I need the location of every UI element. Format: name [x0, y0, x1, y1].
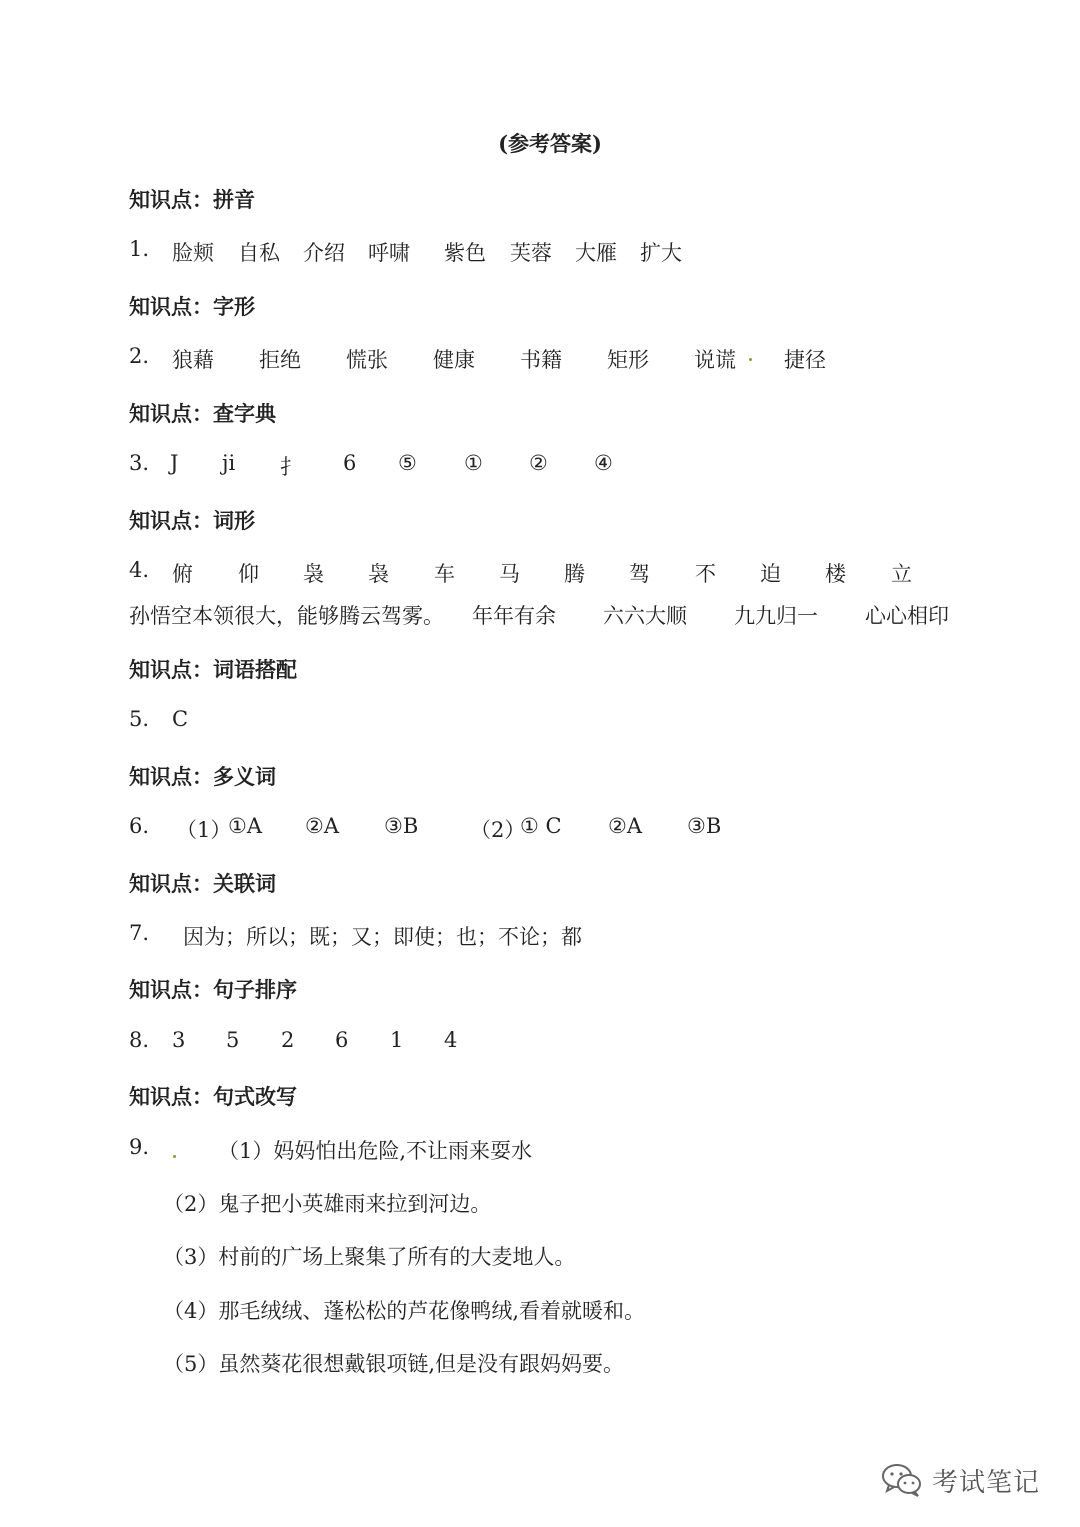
question-number: 1. [129, 237, 150, 261]
answer-item: J [170, 451, 179, 475]
answer-item: ① C [520, 814, 562, 838]
answer-item: 不 [695, 562, 716, 586]
answer-item: ④ [594, 451, 613, 475]
section-heading-sentence-order: 知识点：句子排序 [129, 977, 297, 1002]
watermark [880, 1458, 1040, 1502]
sub-label: （2） [470, 818, 526, 842]
section-heading-glyph: 知识点：字形 [129, 294, 255, 319]
stray-dot [749, 358, 752, 361]
answer-item: 呼啸 [368, 241, 410, 265]
answer-sentence: （2）鬼子把小英雄雨来拉到河边。 [163, 1192, 492, 1216]
answer-item: ⑤ [398, 451, 417, 475]
answer-item: 马 [499, 562, 520, 586]
answer-item: 年年有余 [472, 604, 556, 628]
answer-item: 书籍 [520, 348, 562, 372]
answer-item: 介绍 [303, 241, 345, 265]
question-number: 6. [129, 814, 150, 838]
answer-item: 6 [335, 1028, 349, 1052]
answer-item: 扌 [280, 455, 301, 479]
answer-sentence: （3）村前的广场上聚集了所有的大麦地人。 [163, 1245, 576, 1269]
answer-item: 紫色 [444, 241, 486, 265]
answer-item: 驾 [629, 562, 650, 586]
answer-item: 捷径 [784, 348, 826, 372]
section-heading-rewrite: 知识点：句式改写 [129, 1084, 297, 1109]
question-number: 3. [129, 451, 150, 475]
answer-item: ① [464, 451, 483, 475]
answer-item: 心心相印 [865, 604, 949, 628]
answer-item: 腾 [564, 562, 585, 586]
question-number: 4. [129, 558, 150, 582]
answer-item: 说谎 [694, 348, 736, 372]
answer-item: ②A [608, 814, 642, 838]
answer-item: C [172, 707, 189, 731]
watermark-text: 考试笔记 [932, 1467, 1041, 1498]
answer-item: ②A [305, 814, 339, 838]
question-number: 5. [129, 707, 150, 731]
answer-item: 袅 [303, 562, 324, 586]
answer-item: 因为；所以；既；又；即使；也；不论；都 [183, 925, 582, 949]
answer-sentence: （1）妈妈怕出危险,不让雨来耍水 [218, 1139, 533, 1163]
stray-dot [173, 1155, 176, 1158]
answer-item: 六六大顺 [603, 604, 687, 628]
answer-item: 5 [226, 1028, 240, 1052]
section-heading-word-form: 知识点：词形 [129, 508, 255, 533]
answer-item: ② [529, 451, 548, 475]
section-heading-conjunction: 知识点：关联词 [129, 871, 276, 896]
question-number: 8. [129, 1028, 150, 1052]
answer-item: 慌张 [346, 348, 388, 372]
answer-sentence: 孙悟空本领很大，能够腾云驾雾。 [129, 604, 444, 628]
answer-item: ①A [228, 814, 262, 838]
wechat-icon [880, 1460, 924, 1500]
answer-item: ji [222, 451, 236, 475]
answer-item: 1 [390, 1028, 404, 1052]
page-title: (参考答案) [498, 131, 602, 156]
section-heading-dictionary: 知识点：查字典 [129, 401, 276, 426]
section-heading-polysemy: 知识点：多义词 [129, 764, 276, 789]
answer-item: 扩大 [640, 241, 682, 265]
answer-item: 4 [444, 1028, 458, 1052]
question-number: 2. [129, 344, 150, 368]
answer-item: 楼 [825, 562, 846, 586]
answer-sentence: （5）虽然葵花很想戴银项链,但是没有跟妈妈要。 [163, 1352, 625, 1376]
answer-item: ③B [687, 814, 722, 838]
answer-item: 狼藉 [172, 348, 214, 372]
answer-item: 自私 [238, 241, 280, 265]
answer-item: 袅 [368, 562, 389, 586]
answer-item: 迫 [760, 562, 781, 586]
sub-label: （1） [176, 818, 232, 842]
answer-item: ③B [384, 814, 419, 838]
answer-sentence: （4）那毛绒绒、蓬松松的芦花像鸭绒,看着就暖和。 [163, 1299, 646, 1323]
question-number: 9. [129, 1135, 150, 1159]
answer-item: 立 [891, 562, 912, 586]
answer-item: 2 [281, 1028, 295, 1052]
question-number: 7. [129, 921, 150, 945]
section-heading-collocation: 知识点：词语搭配 [129, 657, 297, 682]
answer-item: 俯 [172, 562, 193, 586]
answer-item: 矩形 [607, 348, 649, 372]
answer-item: 健康 [433, 348, 475, 372]
answer-item: 6 [343, 451, 357, 475]
answer-item: 3 [172, 1028, 186, 1052]
answer-item: 拒绝 [259, 348, 301, 372]
answer-item: 大雁 [575, 241, 617, 265]
answer-item: 九九归一 [734, 604, 818, 628]
answer-item: 仰 [238, 562, 259, 586]
answer-item: 脸颊 [172, 241, 214, 265]
section-heading-pinyin: 知识点：拼音 [129, 187, 255, 212]
answer-item: 车 [434, 562, 455, 586]
answer-item: 芙蓉 [510, 241, 552, 265]
